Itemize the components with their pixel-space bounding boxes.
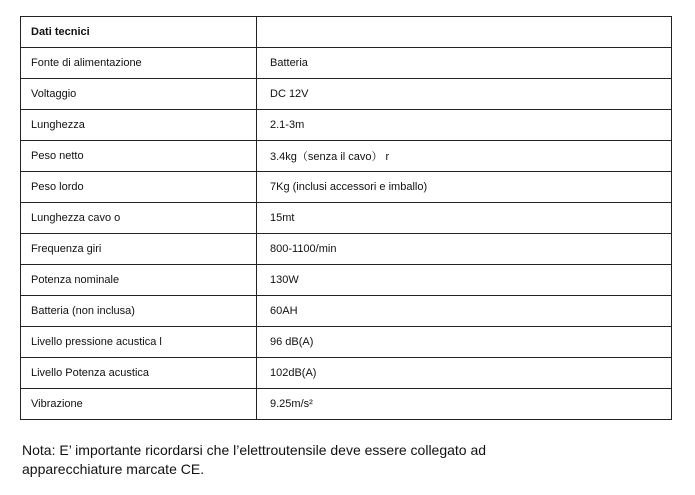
- row-value: 96 dB(A): [257, 327, 672, 358]
- row-label: Livello pressione acustica l: [21, 327, 257, 358]
- row-value: 102dB(A): [257, 358, 672, 389]
- row-label: Frequenza giri: [21, 234, 257, 265]
- table-row: [21, 358, 672, 389]
- row-value: 3.4kg（senza il cavo） r: [257, 141, 672, 172]
- row-value: 130W: [257, 265, 672, 296]
- ce-note-line-2: apparecchiature marcate CE.: [22, 461, 205, 477]
- ce-note: [22, 441, 672, 479]
- table-row: [21, 172, 672, 203]
- row-value: 800-1100/min: [257, 234, 672, 265]
- ce-note-line-1: Nota: E’ importante ricordarsi che l’elettroutensile deve essere collegato ad: [22, 442, 487, 458]
- table-row: [21, 296, 672, 327]
- table-row: [21, 110, 672, 141]
- table-row: [21, 234, 672, 265]
- row-value: 9.25m/s²: [257, 389, 672, 420]
- row-label: Potenza nominale: [21, 265, 257, 296]
- row-label: Lunghezza cavo o: [21, 203, 257, 234]
- row-value: 7Kg (inclusi accessori e imballo): [257, 172, 672, 203]
- table-row: [21, 265, 672, 296]
- table-row: [21, 48, 672, 79]
- row-label: Livello Potenza acustica: [21, 358, 257, 389]
- row-label: Fonte di alimentazione: [21, 48, 257, 79]
- row-label: Peso lordo: [21, 172, 257, 203]
- table-header-row: [21, 17, 672, 48]
- row-label: Lunghezza: [21, 110, 257, 141]
- row-label: Voltaggio: [21, 79, 257, 110]
- row-label: Batteria (non inclusa): [21, 296, 257, 327]
- table-header-label: Dati tecnici: [21, 17, 257, 48]
- row-value: Batteria: [257, 48, 672, 79]
- row-value: DC 12V: [257, 79, 672, 110]
- technical-data-table: [20, 16, 672, 420]
- row-label: Peso netto: [21, 141, 257, 172]
- table-row: [21, 327, 672, 358]
- row-label: Vibrazione: [21, 389, 257, 420]
- table-row: [21, 389, 672, 420]
- table-header-value: [257, 17, 672, 48]
- table-row: [21, 203, 672, 234]
- row-value: 2.1-3m: [257, 110, 672, 141]
- table-row: [21, 141, 672, 172]
- row-value: 15mt: [257, 203, 672, 234]
- table-row: [21, 79, 672, 110]
- row-value: 60AH: [257, 296, 672, 327]
